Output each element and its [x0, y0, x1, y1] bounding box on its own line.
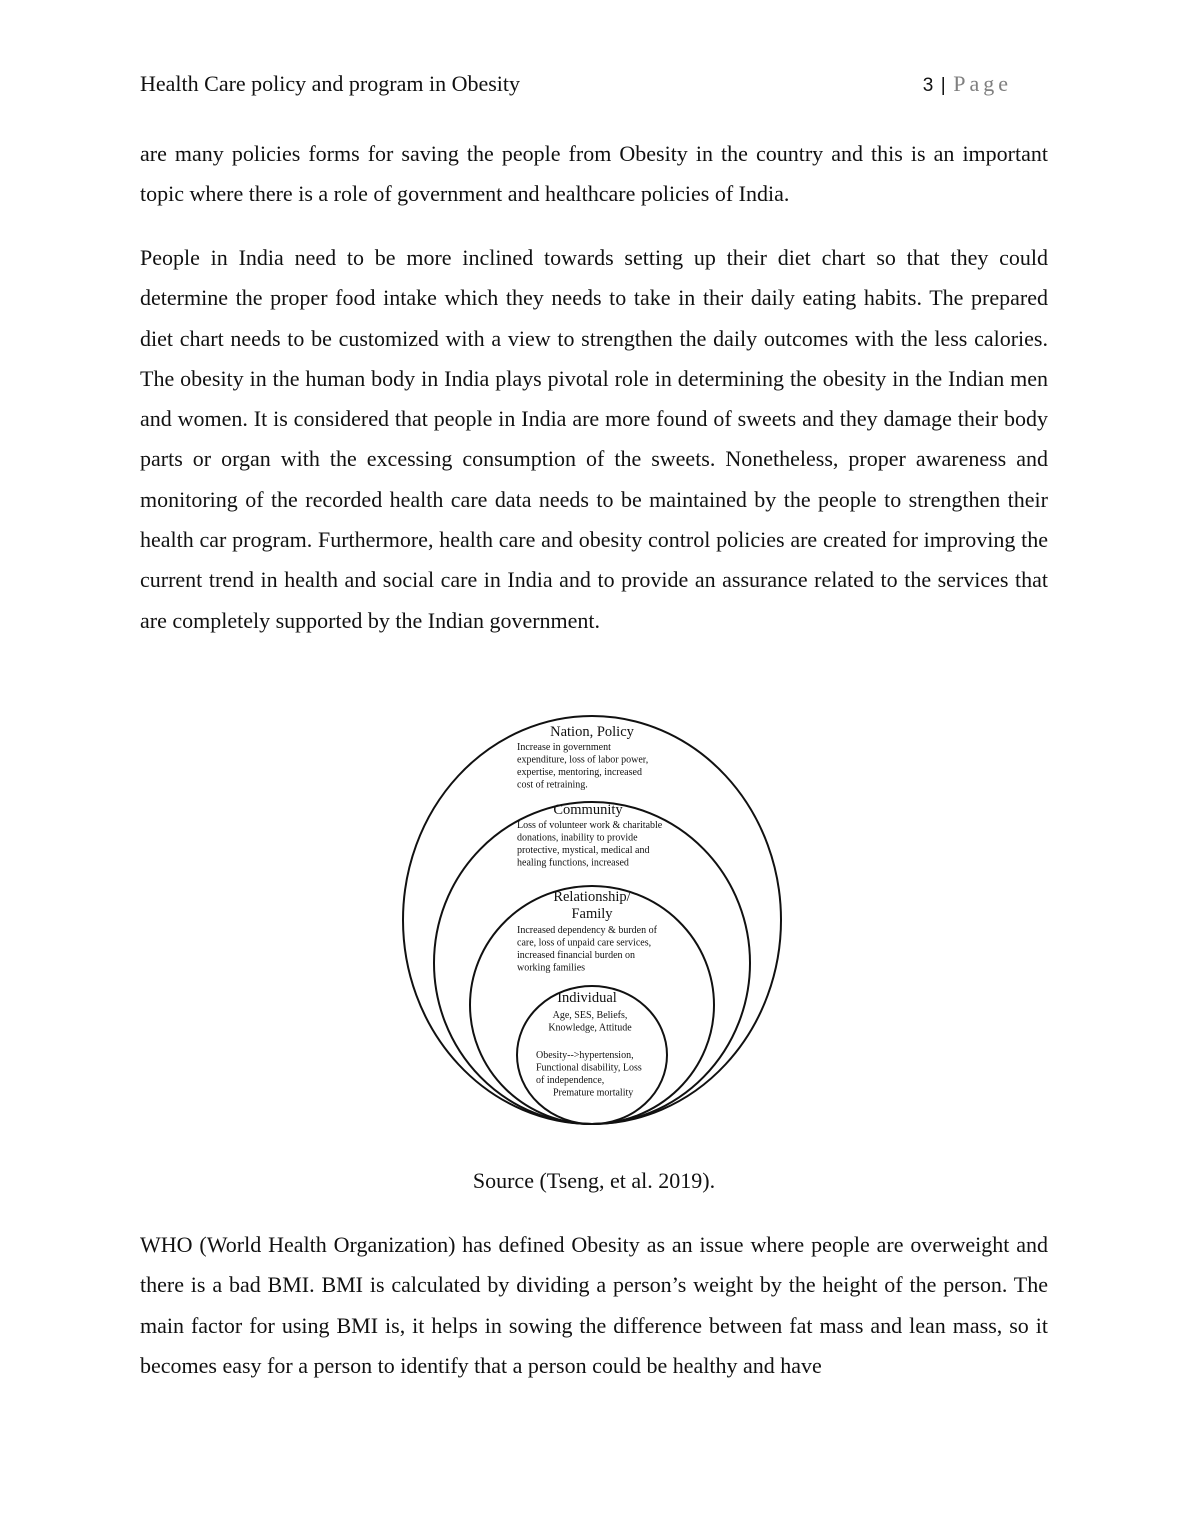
family-line: care, loss of unpaid care services,: [517, 937, 652, 949]
nation-line: expenditure, loss of labor power,: [517, 754, 649, 766]
nation-line: cost of retraining.: [517, 779, 588, 791]
paragraph-3: WHO (World Health Organization) has defined Obesity as an issue where people are overweight and there is a bad BMI. BMI is calculated by dividing a person’s weight by the height of the person. The main factor for using BMI is, it helps in sowing the difference between fat mass and lean mass, so it becomes easy for a person to identify that a person could be healthy and have: [140, 1232, 1048, 1378]
individual-line: Premature mortality: [553, 1087, 634, 1099]
nation-line: expertise, mentoring, increased: [517, 767, 642, 778]
page-word: Page: [953, 71, 1012, 96]
individual-line: Functional disability, Loss: [536, 1062, 642, 1074]
family-line: Increased dependency & burden of: [517, 925, 657, 936]
ecological-model-diagram: [395, 705, 795, 1135]
individual-line: Knowledge, Attitude: [548, 1022, 632, 1034]
family-title: Relationship/: [553, 889, 631, 905]
individual-title: Individual: [557, 990, 617, 1006]
page-separator: |: [940, 75, 946, 96]
header-title: Health Care policy and program in Obesity: [140, 71, 521, 96]
individual-line: Age, SES, Beliefs,: [552, 1010, 628, 1021]
family-line: increased financial burden on: [517, 950, 636, 961]
community-line: donations, inability to provide: [517, 832, 638, 844]
community-title: Community: [553, 802, 623, 818]
family-title: Family: [571, 906, 613, 922]
individual-line: of independence,: [536, 1075, 605, 1086]
community-line: healing functions, increased: [517, 857, 629, 869]
page-indicator: [923, 70, 1012, 100]
community-line: protective, mystical, medical and: [517, 845, 650, 856]
figure-caption: Source (Tseng, et al. 2019).: [472, 1168, 716, 1193]
individual-line: Obesity-->hypertension,: [536, 1050, 634, 1061]
community-line: Loss of volunteer work & charitable: [517, 820, 663, 831]
nation-line: Increase in government: [517, 742, 611, 753]
page-number: 3: [922, 75, 934, 96]
nation-title: Nation, Policy: [550, 724, 634, 740]
family-line: working families: [517, 962, 586, 974]
paragraph-2: People in India need to be more inclined towards setting up their diet chart so that they could determine the proper food intake which they needs to take in their daily eating habits. The prepared diet chart needs to be customized with a view to strengthen the daily outcomes with the less calories. The obesity in the human body in India plays pivotal role in determining the obesity in the Indian men and women. It is considered that people in India are more found of sweets and they damage their body parts or organ with the excessing consumption of the sweets. Nonetheless, proper awareness and monitoring of the recorded health care data needs to be maintained by the people to strengthen their health car program. Furthermore, health care and obesity control policies are created for improving the current trend in health and social care in India and to provide an assurance related to the services that are completely supported by the Indian government.: [140, 245, 1048, 633]
paragraph-1: are many policies forms for saving the people from Obesity in the country and this is an important topic where there is a role of government and healthcare policies of India.: [140, 141, 1048, 207]
page-header: [140, 70, 1012, 100]
